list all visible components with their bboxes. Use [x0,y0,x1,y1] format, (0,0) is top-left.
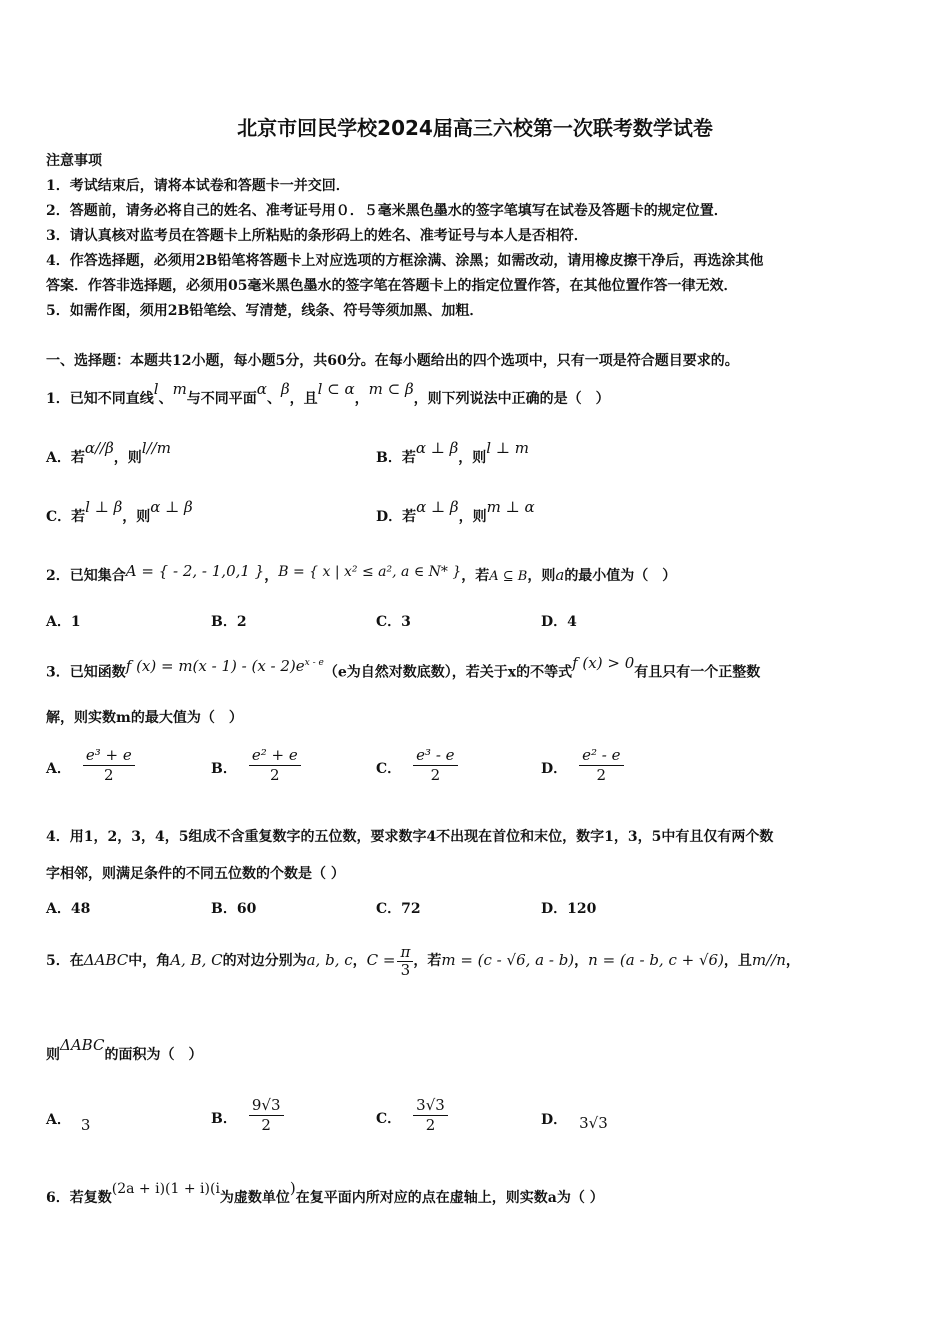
q2-option-b[interactable]: B．2 [211,614,247,630]
notice-item: 4．作答选择题，必须用2B铅笔将答题卡上对应选项的方框涂满、涂黑；如需改动，请用橡皮擦干净后，再选涂其他 [46,253,764,269]
q2-option-a[interactable]: A．1 [46,614,81,630]
q4-option-d[interactable]: D．120 [541,901,597,917]
q2-option-d[interactable]: D．4 [541,614,577,630]
q4-option-c[interactable]: C．72 [376,901,421,917]
notice-item: 答案．作答非选择题，必须用05毫米黑色墨水的签字笔在答题卡上的指定位置作答，在其他位置作答一律无效． [46,278,738,294]
question-3: 3．已知函数f $(x) = m(x - 1) - (x - 2)e^{x - e}(e$为自然对数底数），若关于x的不等式f (x) > 0有且只有一个正整数 [46,653,761,681]
q5-option-a[interactable]: A． 3 [46,1112,91,1134]
q3-option-d[interactable]: D． $\frac{\text{e² - e}}{2}$ [541,746,624,785]
q5-option-d[interactable]: D． 3√3 [541,1112,608,1132]
q4-option-a[interactable]: A．48 [46,901,91,917]
question-2: 2．已知集合A = { - 2, - 1,0,1 }，B = { x | x² ≤ a², a ∈ N* }，若A ⊆ B，则a的最小值为（ ） [46,562,677,584]
q3-option-c[interactable]: C． $\frac{\text{e³ - e}}{2}$ [376,746,458,785]
question-1: 1．已知不同直线l、m与不同平面α、β，且l ⊂ α，m ⊂ β，则下列说法中正确的是（ ） [46,380,610,407]
q1-option-a[interactable]: A．若α//β，则l//m [46,439,171,466]
question-4: 4．用1，2，3，4，5组成不含重复数字的五位数，要求数字4不出现在首位和末位，数字1，3，5中有且仅有两个数 [46,829,774,845]
notice-item: 2．答题前，请务必将自己的姓名、准考证号用０．５毫米黑色墨水的签字笔填写在试卷及答题卡的规定位置． [46,203,728,219]
question-5-line-2: 则ΔABC的面积为（ ） [46,1036,203,1063]
q1-option-c[interactable]: C．若l ⊥ β，则α ⊥ β [46,498,193,525]
notice-item: 1．考试结束后，请将本试卷和答题卡一并交回． [46,178,350,194]
q3-option-a[interactable]: A． $\frac{\text{e³ + e}}{2}$ [46,746,135,785]
q1-option-b[interactable]: B．若α ⊥ β，则l ⊥ m [376,439,529,466]
q3-option-b[interactable]: B． $\frac{\text{e² + e}}{2}$ [211,746,301,785]
q5-option-c[interactable]: C． $\frac{3√3}{2}$ [376,1096,448,1135]
question-5: 5．在ΔABC中，角A, B, C的对边分别为a, b, c，C = $\frac{\pi}{3}$ ，若m = (c - √6, a - b)，n = (a - b, c + √6)，且m//n， [46,942,800,979]
notice-item: 5．如需作图，须用2B铅笔绘、写清楚，线条、符号等须加黑、加粗． [46,303,484,319]
q5-option-b[interactable]: B． $\frac{9√3}{2}$ [211,1096,284,1135]
q2-option-c[interactable]: C．3 [376,614,411,630]
question-6: 6．若复数(2a + i)(1 + i)(i为虚数单位)在复平面内所对应的点在虚轴上，则实数a为（ ） [46,1179,604,1206]
notice-item: 3．请认真核对监考员在答题卡上所粘贴的条形码上的姓名、准考证号与本人是否相符． [46,228,588,244]
page-title: 北京市回民学校2024届高三六校第一次联考数学试卷 [237,116,713,140]
q4-option-b[interactable]: B．60 [211,901,257,917]
question-3-line-2: 解，则实数m的最大值为（ ） [46,710,243,726]
question-4-line-2: 字相邻，则满足条件的不同五位数的个数是（ ） [46,866,345,882]
notice-heading: 注意事项 [46,153,102,169]
section-heading: 一、选择题：本题共12小题，每小题5分，共60分。在每小题给出的四个选项中，只有一项是符合题目要求的。 [46,353,739,369]
q1-option-d[interactable]: D．若α ⊥ β，则m ⊥ α [376,498,535,525]
